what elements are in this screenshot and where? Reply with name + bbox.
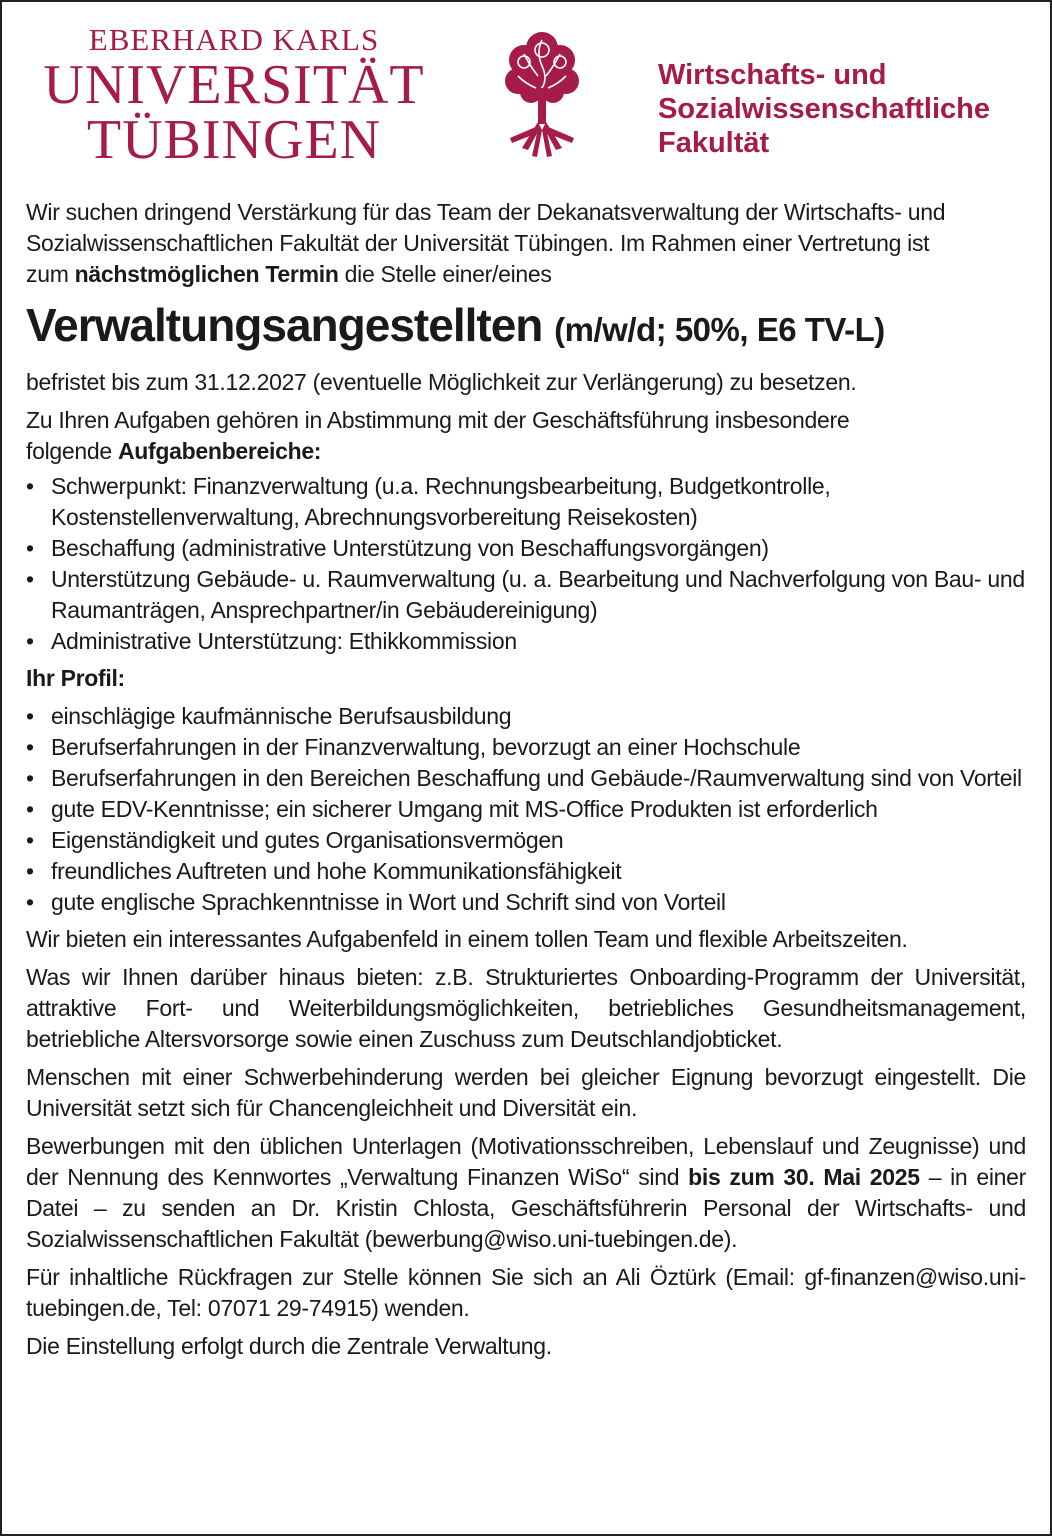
faculty-name-line2: Sozialwissenschaftliche [658, 93, 991, 125]
faculty-name-line1: Wirtschafts- und [658, 59, 887, 91]
offer-paragraph: Wir bieten ein interessantes Aufgabenfeld in einem tollen Team und flexible Arbeitszeiten. [26, 926, 908, 952]
intro-text: die Stelle einer/eines [338, 261, 552, 287]
list-item: • Berufserfahrungen in der Finanzverwaltung, bevorzugt an einer Hochschule [26, 732, 1026, 763]
university-name-line1: EBERHARD KARLS [88, 22, 380, 57]
application-deadline: bis zum 30. Mai 2025 [688, 1164, 920, 1190]
list-item: • gute englische Sprachkenntnisse in Wort und Schrift sind von Vorteil [26, 887, 1026, 918]
tasks-intro-text: folgende [26, 438, 118, 464]
list-item: • freundliches Auftreten und hohe Kommunikationsfähigkeit [26, 856, 1026, 887]
tasks-heading: Aufgabenbereiche: [117, 438, 322, 464]
application-text: Bewerbungen mit den üblichen Unterlagen (Motivationsschreiben, Lebenslauf und Zeugnisse) und der Nennung des Kennwortes „Verwaltung Finanzen WiSo“ sind [26, 1133, 1026, 1190]
list-item: • Eigenständigkeit und gutes Organisationsvermögen [26, 825, 1026, 856]
tasks-intro-text: Zu Ihren Aufgaben gehören in Abstimmung mit der Geschäftsführung insbesondere [26, 407, 850, 433]
job-conditions: (m/w/d; 50%, E6 TV-L) [554, 311, 885, 348]
list-item: • Administrative Unterstützung: Ethikkommission [26, 626, 1026, 657]
application-text: – in einer Datei – zu senden an Dr. Kristin Chlosta, Geschäftsführerin Personal der Wirtschafts- und Sozialwissenschaftlichen Fakultät (bewerbung@wiso.uni-tuebingen.de). [26, 1164, 1026, 1252]
contract-term: befristet bis zum 31.12.2027 (eventuelle Möglichkeit zur Verlängerung) zu besetzen. [26, 369, 857, 395]
intro-line [26, 259, 1026, 290]
task-list [26, 471, 1026, 657]
intro-line: Wir suchen dringend Verstärkung für das Team der Dekanatsverwaltung der Wirtschafts- und [26, 199, 946, 225]
list-item: • Schwerpunkt: Finanzverwaltung (u.a. Rechnungsbearbeitung, Budgetkontrolle, Kostenstellenverwaltung, Abrechnungsvorbereitung Reisekosten) [26, 471, 1026, 533]
tree-icon [502, 26, 582, 160]
closing-paragraph: Die Einstellung erfolgt durch die Zentrale Verwaltung. [26, 1333, 552, 1359]
list-item: • Unterstützung Gebäude- u. Raumverwaltung (u. a. Bearbeitung und Nachverfolgung von Bau- und Raumanträgen, Ansprechpartner/in Gebäudereinigung) [26, 564, 1026, 626]
contact-paragraph: Für inhaltliche Rückfragen zur Stelle können Sie sich an Ali Öztürk (Email: gf-finanzen@wiso.uni-tuebingen.de, Tel: 07071 29-74915) wenden. [26, 1264, 1026, 1321]
list-item: • gute EDV-Kenntnisse; ein sicherer Umgang mit MS-Office Produkten ist erforderlich [26, 794, 1026, 825]
advertisement-body [26, 197, 1026, 1369]
university-logo [24, 22, 444, 171]
benefits-paragraph: Was wir Ihnen darüber hinaus bieten: z.B. Strukturiertes Onboarding-Programm der Universität, attraktive Fort- und Weiterbildungsmöglichkeiten, betriebliches Gesundheitsmanagement, betriebliche Altersvorsorge sowie einen Zuschuss zum Deutschlandjobticket. [26, 964, 1026, 1052]
start-date-emphasis: nächstmöglichen Termin [74, 261, 339, 287]
university-name-line2: UNIVERSITÄT [43, 54, 425, 116]
job-title [26, 298, 1026, 357]
university-name-line3: TÜBINGEN [86, 109, 382, 171]
faculty-name [658, 58, 990, 160]
list-item: • einschlägige kaufmännische Berufsausbildung [26, 701, 1026, 732]
faculty-name-line3: Fakultät [658, 127, 770, 159]
intro-paragraph [26, 197, 1026, 290]
profile-list [26, 701, 1026, 918]
header [2, 2, 1050, 192]
intro-line: Sozialwissenschaftlichen Fakultät der Universität Tübingen. Im Rahmen einer Vertretung ist [26, 230, 930, 256]
application-paragraph [26, 1131, 1026, 1255]
intro-text: zum [26, 261, 75, 287]
profile-heading: Ihr Profil: [26, 665, 125, 691]
list-item: • Beschaffung (administrative Unterstützung von Beschaffungsvorgängen) [26, 533, 1026, 564]
tasks-intro [26, 405, 1026, 467]
job-title-text: Verwaltungsangestellten [26, 299, 543, 351]
diversity-paragraph: Menschen mit einer Schwerbehinderung werden bei gleicher Eignung bevorzugt eingestellt. Die Universität setzt sich für Chancengleichheit und Diversität ein. [26, 1064, 1026, 1121]
list-item: • Berufserfahrungen in den Bereichen Beschaffung und Gebäude-/Raumverwaltung sind von Vorteil [26, 763, 1026, 794]
